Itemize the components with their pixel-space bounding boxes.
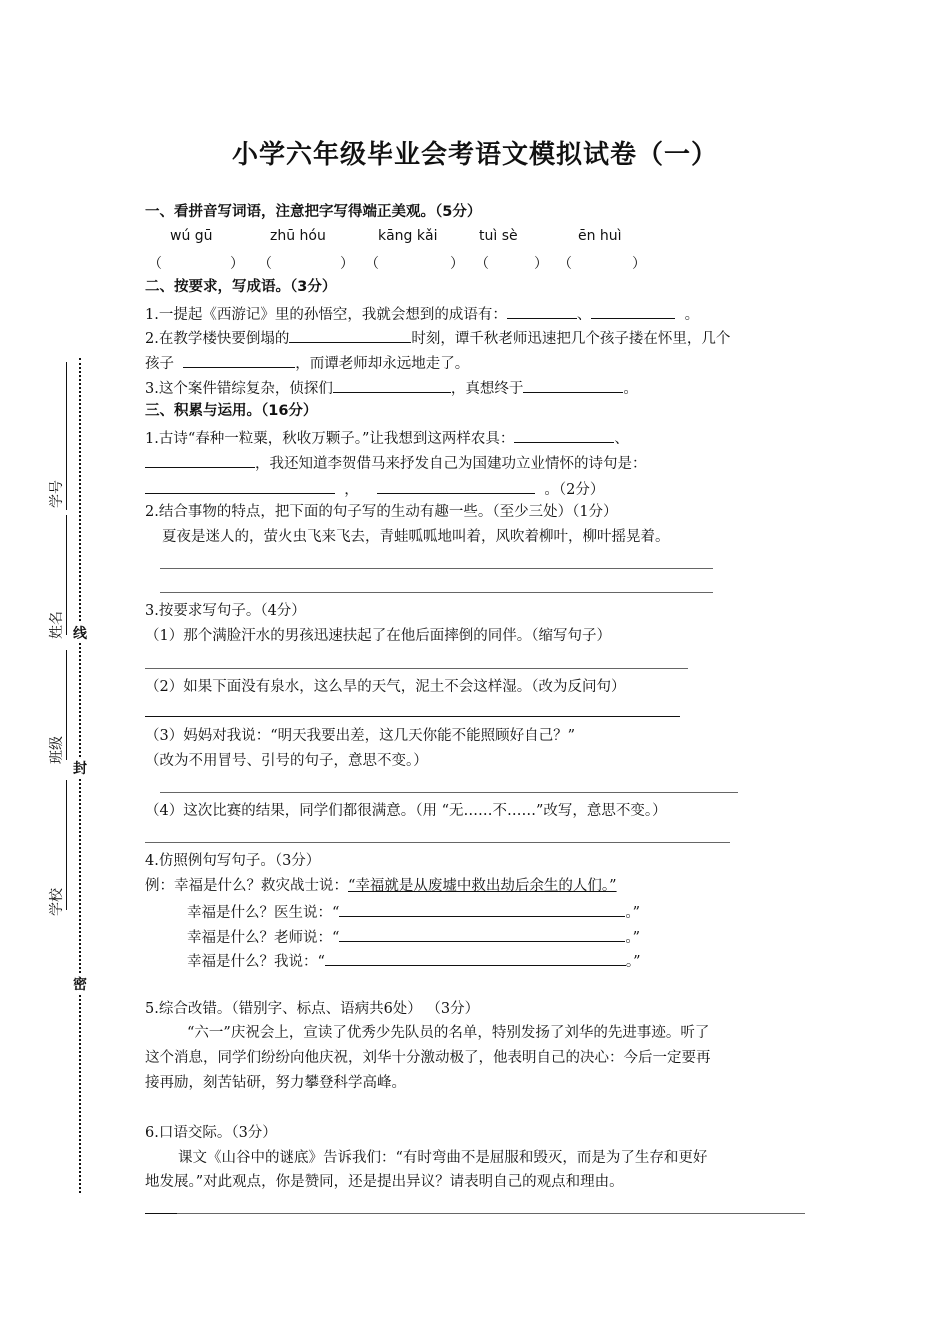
s3-question-5: 5.综合改错。（错别字、标点、语病共6处） （3分） [145, 1001, 480, 1017]
s3-question-1 [145, 427, 629, 449]
open-quote: “ [317, 954, 325, 970]
paren-close-1: ） [230, 256, 244, 272]
s2-q1-text: 1.一提起《西游记》里的孙悟空，我就会想到的成语有： [145, 307, 507, 323]
paren-close-3: ） [450, 256, 464, 272]
s2-question-2-cont [145, 352, 469, 374]
s2-question-1 [145, 303, 699, 325]
answer-blank[interactable] [377, 478, 535, 494]
s3-question-3-2: （2）如果下面没有泉水，这么旱的天气，泥土不会这样湿。（改为反问句） [145, 679, 626, 695]
s3-question-3-3: （3）妈妈对我说：“明天我要出差，这几天你能不能照顾好自己？” [145, 728, 576, 744]
answer-line-mark [145, 1213, 177, 1214]
s3-question-4: 4.仿照例句写句子。（3分） [145, 853, 321, 869]
answer-blank[interactable] [333, 377, 451, 393]
blank-banji [66, 650, 67, 760]
pinyin-1: wú gū [170, 228, 213, 244]
blank-xuexiao [66, 780, 67, 910]
s3-question-5-para-1: “六一”庆祝会上，宣读了优秀少先队员的名单，特别发扬了刘华的先进事迹。听了 [187, 1025, 710, 1041]
answer-line[interactable] [160, 592, 713, 593]
period: 。 [684, 307, 700, 323]
paren-close-5: ） [632, 256, 646, 272]
s3-question-4-1 [187, 901, 640, 923]
s2-q2-text-d: ，而谭老师却永远地走了。 [295, 356, 470, 372]
s3-question-6-para-2: 地发展。”对此观点，你是赞同，还是提出异议？请表明自己的观点和理由。 [145, 1174, 624, 1190]
s3-question-4-3 [187, 950, 641, 972]
example-prefix: 例：幸福是什么？救灾战士说： [145, 878, 348, 894]
period: 。 [623, 381, 638, 397]
s2-q2-text-b: 时刻，谭千秋老师迅速把几个孩子搂在怀里，几个 [411, 331, 731, 347]
s2-question-2 [145, 327, 730, 349]
s3-question-6-para-1: 课文《山谷中的谜底》告诉我们：“有时弯曲不是屈服和毁灭，而是为了生存和更好 [178, 1150, 708, 1166]
pinyin-4: tuì sè [479, 228, 518, 244]
label-xingming: 姓名 [49, 611, 65, 639]
answer-line[interactable] [160, 792, 738, 793]
pinyin-3: kāng kǎi [378, 228, 438, 244]
s3-question-3-4: （4）这次比赛的结果，同学们都很满意。（用 “无……不……”改写，意思不变。） [145, 803, 667, 819]
separator: 、 [614, 431, 629, 447]
close-quote: 。” [625, 954, 641, 970]
s3-q1-text-b: ，我还知道李贺借马来抒发自己为国建功立业情怀的诗句是： [255, 456, 647, 472]
section-3-heading: 三、积累与运用。（16分） [145, 403, 318, 419]
answer-blank[interactable] [339, 926, 625, 942]
paren-open-2: （ [258, 256, 272, 272]
s3-question-4-example [145, 876, 617, 896]
answer-blank[interactable] [591, 303, 675, 319]
paren-open-3: （ [365, 256, 379, 272]
answer-line[interactable] [145, 842, 730, 843]
s3-question-4-2 [187, 926, 640, 948]
blank-xingming [66, 515, 67, 635]
exam-title: 小学六年级毕业会考语文模拟试卷（一） [231, 140, 718, 170]
answer-blank[interactable] [325, 950, 626, 966]
separator: 、 [576, 307, 592, 323]
paren-open-4: （ [475, 256, 489, 272]
close-quote: 。” [625, 905, 641, 921]
open-quote: “ [332, 930, 340, 946]
paren-close-4: ） [534, 256, 548, 272]
s3-question-3: 3.按要求写句子。（4分） [145, 603, 306, 619]
s3-question-1-cont [145, 452, 647, 474]
paren-open-5: （ [558, 256, 572, 272]
blank-xuehao [66, 362, 67, 510]
answer-blank[interactable] [523, 377, 623, 393]
label-banji: 班级 [49, 736, 65, 764]
s3-question-5-para-2: 这个消息，同学们纷纷向他庆祝，刘华十分激动极了，他表明自己的决心：今后一定要再 [145, 1050, 711, 1066]
s2-q2-text-a: 2.在教学楼快要倒塌的 [145, 331, 290, 347]
pinyin-2: zhū hóu [270, 228, 326, 244]
section-2-heading: 二、按要求，写成语。（3分） [145, 279, 337, 295]
s3-question-2: 2.结合事物的特点，把下面的句子写的生动有趣一些。（至少三处）（1分） [145, 504, 618, 520]
answer-blank[interactable] [289, 327, 411, 343]
s3-question-3-1: （1）那个满脸汗水的男孩迅速扶起了在他后面摔倒的同伴。（缩写句子） [145, 628, 611, 644]
s3-question-3-3b: （改为不用冒号、引号的句子，意思不变。） [145, 753, 428, 769]
s3-question-5-para-3: 接再励，刻苦钻研，努力攀登科学高峰。 [145, 1075, 406, 1091]
answer-blank[interactable] [145, 478, 335, 494]
s3-question-2-text: 夏夜是迷人的，萤火虫飞来飞去，青蛙呱呱地叫着，风吹着柳叶，柳叶摇晃着。 [162, 529, 670, 545]
s2-q3-text-a: 3.这个案件错综复杂，侦探们 [145, 381, 333, 397]
answer-line[interactable] [145, 716, 680, 717]
seal-char-xian: 线 [73, 623, 87, 643]
s2-question-3 [145, 377, 638, 399]
s2-q3-text-b: ，真想终于 [450, 381, 524, 397]
answer-line[interactable] [160, 568, 713, 569]
label-xuehao: 学号 [49, 480, 65, 508]
answer-blank[interactable] [339, 901, 625, 917]
comma: ， [344, 482, 359, 498]
seal-char-mi: 密 [73, 974, 87, 994]
prompt-teacher: 幸福是什么？老师说： [187, 930, 332, 946]
section-1-heading: 一、看拼音写词语，注意把字写得端正美观。（5分） [145, 204, 482, 220]
close-quote: 。” [625, 930, 641, 946]
answer-line[interactable] [145, 668, 688, 669]
answer-blank[interactable] [145, 452, 255, 468]
prompt-doctor: 幸福是什么？医生说： [187, 905, 332, 921]
open-quote: “ [332, 905, 340, 921]
answer-blank[interactable] [514, 427, 614, 443]
s3-q1-text-a: 1.古诗“春种一粒粟，秋收万颗子。”让我想到这两样农具： [145, 431, 515, 447]
s3-question-1-lines [145, 478, 604, 500]
s3-question-6: 6.口语交际。（3分） [145, 1125, 277, 1141]
s2-q2-text-c: 孩子 [145, 356, 174, 372]
label-xuexiao: 学校 [49, 888, 65, 916]
paren-close-2: ） [340, 256, 354, 272]
seal-char-feng: 封 [73, 758, 87, 778]
example-answer: “幸福就是从废墟中救出劫后余生的人们。” [348, 878, 617, 894]
answer-blank[interactable] [507, 303, 577, 319]
prompt-me: 幸福是什么？我说： [187, 954, 318, 970]
s3-q1-end: 。（2分） [544, 482, 605, 498]
answer-blank[interactable] [183, 352, 295, 368]
paren-open-1: （ [148, 256, 162, 272]
answer-line[interactable] [145, 1213, 805, 1214]
pinyin-5: ēn huì [578, 228, 622, 244]
